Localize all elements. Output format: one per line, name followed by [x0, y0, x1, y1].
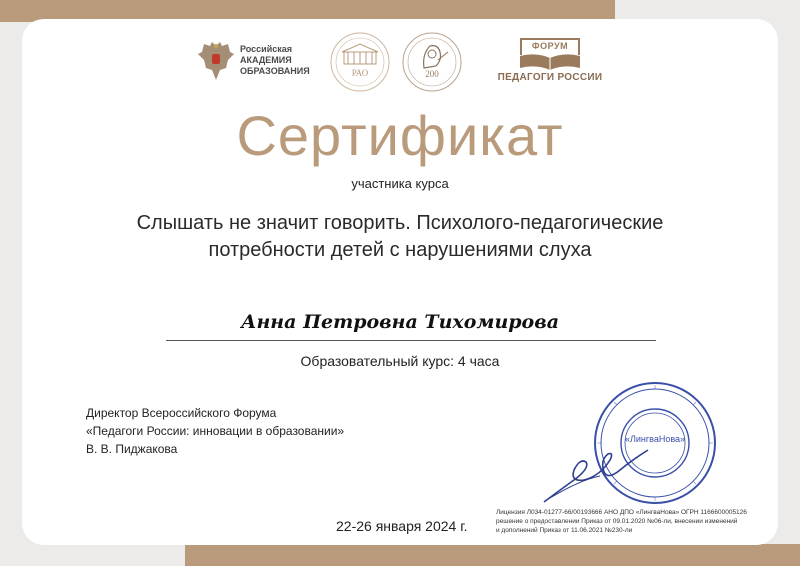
course-duration: Образовательный курс: 4 часа — [300, 353, 500, 369]
course-title — [60, 210, 740, 264]
rao-logo — [328, 30, 392, 94]
stamp-center-text: «ЛингваНова» — [624, 434, 686, 444]
license-line: и дополнений Приказ от 11.06.2021 №230-ли — [496, 527, 633, 534]
rao-building-emblem-icon — [328, 30, 392, 94]
rae-logo — [196, 38, 316, 86]
rae-logo-line: АКАДЕМИЯ — [240, 55, 292, 65]
director-title: Директор Всероссийского Форума — [86, 406, 277, 420]
name-underline — [166, 340, 656, 341]
portrait-emblem-icon — [400, 30, 464, 94]
certificate-title: Сертификат — [236, 104, 564, 167]
director-name: В. В. Пиджакова — [86, 442, 178, 456]
forum-logo-name: ПЕДАГОГИ РОССИИ — [497, 72, 603, 83]
signature-icon — [540, 440, 670, 510]
license-info — [496, 508, 786, 535]
forum-logo-word: ФОРУМ — [531, 41, 569, 51]
anniversary-logo — [400, 30, 464, 94]
certificate-subtitle: участника курса — [351, 176, 449, 191]
course-title-line: Слышать не значит говорить. Психолого-педагогические — [136, 212, 664, 234]
participant-name: Анна Петровна Тихомирова — [240, 311, 560, 333]
open-book-icon — [518, 52, 582, 70]
license-line: решение о предоставлении Приказ от 09.01.2020 №06-ли, внесении изменений — [496, 518, 738, 525]
certificate-date: 22-26 января 2024 г. — [336, 518, 468, 534]
rae-logo-line: Российская — [240, 44, 293, 54]
anniversary-logo-label: 200 — [425, 69, 439, 79]
director-signature-block — [86, 404, 344, 458]
double-headed-eagle-emblem-icon — [196, 40, 236, 84]
director-organization: «Педагоги России: инновации в образовании» — [86, 424, 345, 438]
course-title-line: потребности детей с нарушениями слуха — [208, 239, 592, 261]
license-line: Лицензия Л034-01277-66/00193666 АНО ДПО «ЛингваНова» ОГРН 1166600005126 — [496, 509, 747, 516]
forum-logo — [480, 32, 620, 88]
rae-logo-line: ОБРАЗОВАНИЯ — [240, 66, 310, 76]
decorative-band-bottom — [185, 544, 800, 566]
rao-logo-label: РАО — [351, 68, 369, 78]
